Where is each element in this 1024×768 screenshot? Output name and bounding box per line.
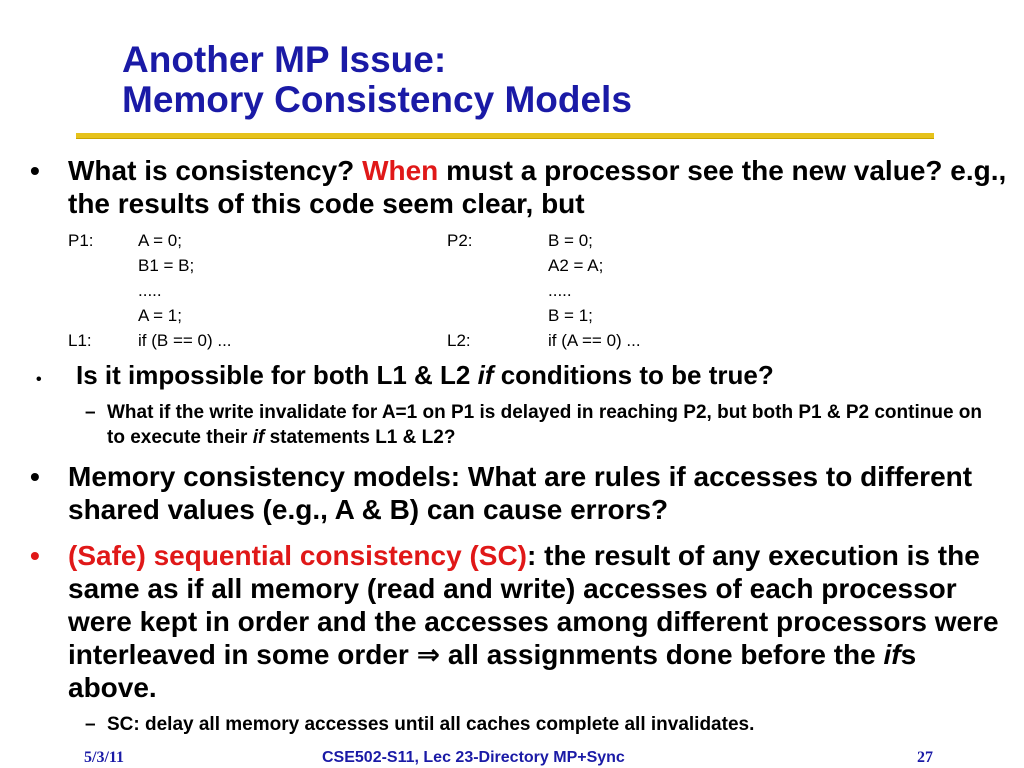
bullet4-highlight: (Safe) sequential consistency (SC) — [68, 540, 528, 571]
code-p1-line-5: if (B == 0) ... — [138, 331, 232, 350]
bullet1-highlight: When — [362, 155, 439, 186]
bullet-dot: • — [36, 371, 42, 388]
code-p1-line-2: B1 = B; — [138, 256, 195, 275]
code-p1-label: P1: — [68, 231, 94, 250]
sub1-italic: if — [252, 427, 265, 448]
bullet-impossible-question — [36, 359, 1016, 392]
code-p2-line-2: A2 = A; — [548, 256, 604, 275]
code-p2-line-3: ..... — [548, 281, 572, 300]
bullet3-text: Memory consistency models: What are rules if accesses to different shared values (e.g., A & B) can cause errors? — [68, 461, 973, 525]
bullet4-italic: if — [883, 639, 901, 670]
slide-title-line1: Another MP Issue: — [122, 39, 447, 80]
code-p2-line-5: if (A == 0) ... — [548, 331, 641, 350]
dash-marker: – — [85, 714, 96, 735]
code-p1-line-3: ..... — [138, 281, 162, 300]
bullet2-text-post: conditions to be true? — [493, 360, 774, 390]
sub1-text-post: statements L1 & L2? — [264, 427, 456, 448]
bullet1-text-pre: What is consistency? — [68, 155, 363, 186]
bullet2-text-pre: Is it impossible for both L1 & L2 — [76, 360, 478, 390]
sub-bullet-delayed-write — [85, 400, 987, 450]
bullet4-text-post2: all assignments done before the — [440, 639, 884, 670]
bullet-consistency-models — [30, 460, 1008, 526]
code-p1-line-4: A = 1; — [138, 306, 182, 325]
footer-course: CSE502-S11, Lec 23-Directory MP+Sync — [322, 749, 625, 766]
bullet1-text-post: must a processor see the new value? e.g., the results of this code seem clear, but — [68, 155, 1007, 219]
footer-page-number: 27 — [917, 749, 933, 766]
bullet-consistency-question — [30, 154, 1008, 220]
bullet-dot: • — [30, 540, 40, 571]
bullet-dot: • — [30, 461, 40, 492]
code-p2-line-4: B = 1; — [548, 306, 593, 325]
sub1-text-pre: What if the write invalidate for A=1 on P1 is delayed in reaching P2, but both P1 & P2 continue on to execute their — [107, 402, 983, 448]
bullet-sequential-consistency — [30, 539, 1008, 704]
bullet2-italic: if — [477, 360, 494, 390]
footer-date: 5/3/11 — [84, 749, 125, 766]
bullet4-text-post3: s above. — [68, 639, 917, 703]
bullet4-text-post: : the result of any execution is the same as if all memory (read and write) accesses of each processor were kept in order and the accesses among different processors were interleaved in some order — [68, 540, 999, 670]
slide-title-line2: Memory Consistency Models — [122, 79, 632, 120]
bullet-dot: • — [30, 155, 40, 186]
title-underline — [76, 133, 934, 139]
sub-bullet-sc-delay — [85, 712, 1007, 737]
code-l1-label: L1: — [68, 331, 92, 350]
implies-arrow-icon: ⇒ — [416, 639, 441, 670]
code-p2-line-1: B = 0; — [548, 231, 593, 250]
sub2-text: SC: delay all memory accesses until all caches complete all invalidates. — [107, 714, 755, 735]
slide-title — [122, 40, 632, 120]
code-p2-label: P2: — [447, 231, 473, 250]
code-p1-line-1: A = 0; — [138, 231, 182, 250]
dash-marker: – — [85, 402, 96, 423]
code-l2-label: L2: — [447, 331, 471, 350]
